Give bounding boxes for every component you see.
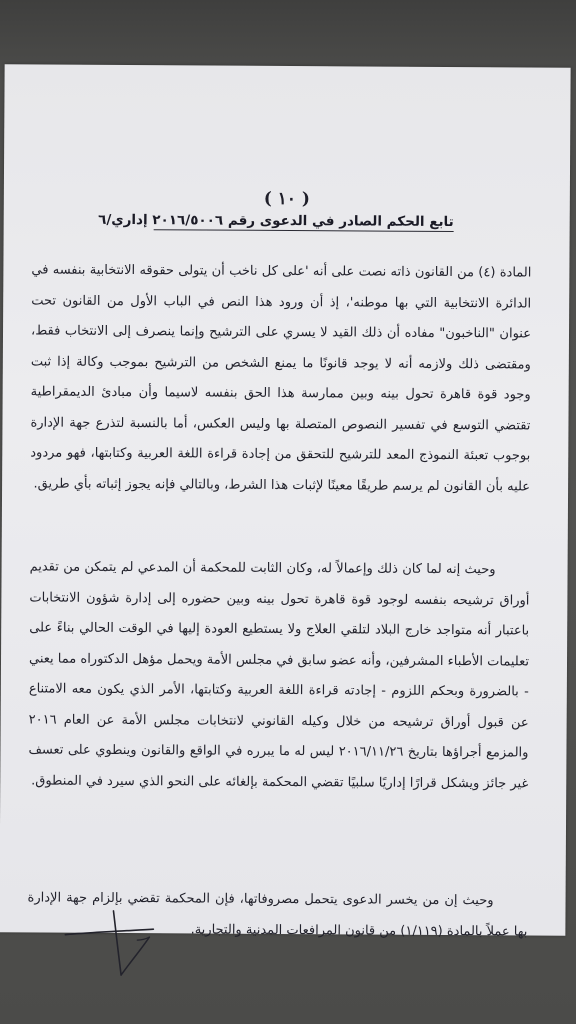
document-header: تابع الحكم الصادر في الدعوى رقم ٢٠١٦/٥٠٠٦ إداري/٦ (98, 211, 454, 231)
paragraph-1-text: المادة (٤) من القانون ذاته نصت على أنه 'على كل ناخب أن يتولى حقوقه الانتخابية بنفسه في الدائرة الانتخابية التي بها موطنه'، إذ أن ورود هذا النص في الباب الأول من القانون تحت عنوان "الناخبون" مفاده أن ذلك القيد لا يسري على الترشيح وإنما ينصرف إلى الانتخاب فقط، ومقتضى ذلك ولازمه أنه لا يوجد قانونًا ما يمنع الشخص من الترشيح بموجب وكالة إذا ثبت وجود قوة قاهرة تحول بينه وبين ممارسة هذا الحق بنفسه لاسيما وأن مبادئ الديمقراطية تقتضي التوسع في تفسير النصوص المتصلة بها وليس العكس، أما بالنسبة لتذرع جهة الإدارة بوجوب تعبئة النموذج المعد للترشيح للتحقق من إجادة قراءة اللغة العربية وكتابتها، فهو مردود عليه بأن القانون لم يرسم طريقًا معينًا لإثبات هذا الشرط، وبالتالي فإنه يجوز إثباته بأي طريق. (30, 262, 532, 494)
page-number: ( ١٠ ) (263, 188, 310, 210)
paragraph-2 (28, 552, 529, 799)
paragraph-3-text: وحيث إن من يخسر الدعوى يتحمل مصروفاتها، فإن المحكمة تقضي بإلزام جهة الإدارة بها عملاً بالمادة (١/١١٩) من قانون المرافعات المدنية والتجارية. (27, 890, 528, 939)
paragraph-2-text: وحيث إنه لما كان ذلك وإعمالاً له، وكان الثابت للمحكمة أن المدعي لم يتمكن من تقديم أوراق ترشيحه بنفسه لوجود قوة قاهرة تحول بينه وبين حضوره إلى إدارة شؤون الانتخابات باعتبار أنه متواجد خارج البلاد لتلقي العلاج ولا يستطيع العودة إليها في الوقت الحالي بناءً على تعليمات الأطباء المشرفين، وأنه عضو سابق في مجلس الأمة ويحمل مؤهل الدكتوراه مما يعني - بالضرورة وبحكم اللزوم - إجادته قراءة اللغة العربية وكتابتها، الأمر الذي يكون معه الامتناع عن قبول أوراق ترشيحه من خلال وكيله القانوني لانتخابات مجلس الأمة عن العام ٢٠١٦ والمزمع أجراؤها بتاريخ ٢٠١٦/١١/٢٦ ليس له ما يبرره في الواقع والقانون وينطوي على تعسف غير جائز ويشكل قرارًا إداريًا سلبيًا تقضي المحكمة بإلغائه على النحو الذي سيرد في المنطوق. (28, 559, 530, 791)
handwritten-signature (61, 909, 161, 982)
document-page (0, 64, 571, 939)
paragraph-1 (30, 255, 531, 502)
